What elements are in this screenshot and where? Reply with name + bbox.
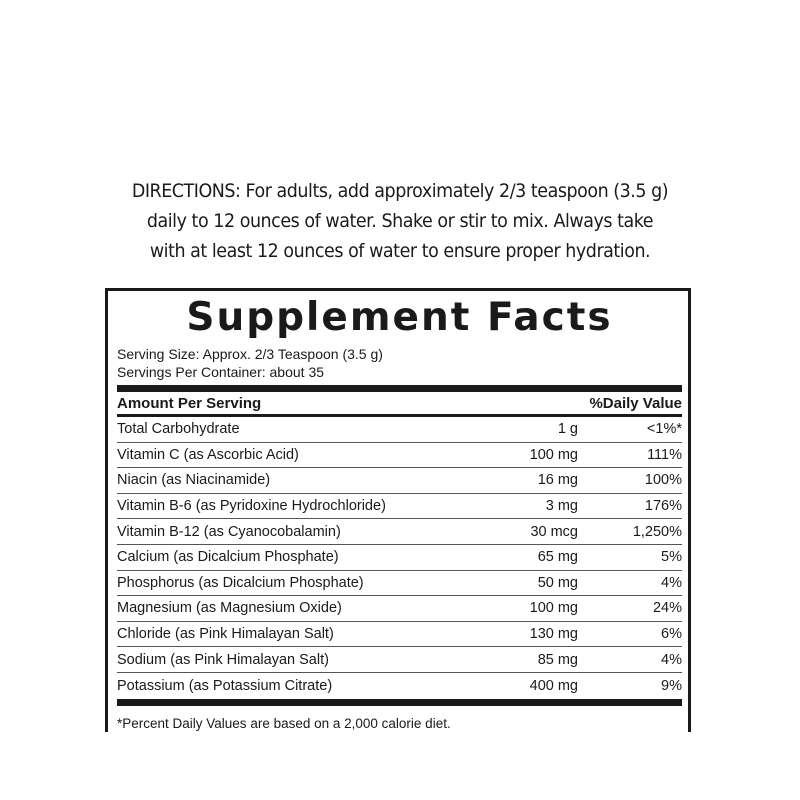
- table-row: [117, 519, 682, 545]
- nutrient-name: Vitamin C (as Ascorbic Acid): [117, 446, 299, 463]
- nutrient-dv: 4%: [661, 651, 682, 668]
- nutrient-amount: 1 g: [557, 421, 578, 438]
- nutrient-amount: 50 mg: [537, 574, 578, 591]
- supplement-facts-panel: [105, 288, 691, 732]
- directions-text: [87, 176, 713, 266]
- nutrient-dv: 111%: [647, 446, 682, 463]
- directions-line: with at least 12 ounces of water to ensure proper hydration.: [149, 240, 651, 262]
- nutrient-amount: 16 mg: [537, 472, 578, 489]
- nutrient-dv: 24%: [652, 600, 682, 617]
- nutrient-amount: 85 mg: [537, 651, 578, 668]
- nutrient-dv: 176%: [644, 498, 682, 515]
- nutrient-dv: 9%: [661, 677, 682, 694]
- table-row: [117, 468, 682, 494]
- nutrient-amount: 3 mg: [545, 498, 578, 515]
- nutrient-dv: 1,250%: [632, 523, 682, 540]
- nutrient-dv: 5%: [661, 549, 682, 566]
- nutrient-name: Chloride (as Pink Himalayan Salt): [117, 626, 334, 643]
- footnote: *Percent Daily Values are based on a 2,000 calorie diet.: [117, 715, 451, 731]
- thick-divider: [117, 385, 682, 392]
- nutrient-dv: <1%*: [646, 421, 682, 438]
- nutrient-name: Vitamin B-6 (as Pyridoxine Hydrochloride): [117, 498, 386, 515]
- nutrient-name: Total Carbohydrate: [117, 421, 240, 438]
- nutrient-name: Potassium (as Potassium Citrate): [117, 677, 333, 694]
- table-row: [117, 545, 682, 571]
- nutrient-dv: 4%: [661, 574, 682, 591]
- panel-title: Supplement Facts: [186, 295, 613, 340]
- table-header: [117, 392, 682, 417]
- nutrient-dv: 6%: [661, 626, 682, 643]
- nutrient-name: Niacin (as Niacinamide): [117, 472, 271, 489]
- nutrient-rows: [117, 417, 682, 699]
- nutrient-name: Magnesium (as Magnesium Oxide): [117, 600, 342, 617]
- table-row: [117, 622, 682, 648]
- nutrient-amount: 30 mcg: [530, 523, 578, 540]
- nutrient-dv: 100%: [644, 472, 682, 489]
- directions-line: DIRECTIONS: For adults, add approximately 2/3 teaspoon (3.5 g): [131, 180, 669, 202]
- serving-size: Serving Size: Approx. 2/3 Teaspoon (3.5 g): [117, 346, 383, 362]
- table-row: [117, 596, 682, 622]
- table-row: [117, 571, 682, 597]
- nutrient-amount: 400 mg: [529, 677, 578, 694]
- table-row: [117, 417, 682, 443]
- table-row: [117, 443, 682, 469]
- nutrient-amount: 100 mg: [529, 600, 578, 617]
- nutrient-name: Calcium (as Dicalcium Phosphate): [117, 549, 339, 566]
- nutrient-amount: 130 mg: [529, 626, 578, 643]
- bottom-thick-divider: [117, 699, 682, 706]
- header-daily-value: %Daily Value: [589, 394, 682, 412]
- table-row: [117, 647, 682, 673]
- nutrient-name: Phosphorus (as Dicalcium Phosphate): [117, 574, 364, 591]
- servings-per-container: Servings Per Container: about 35: [117, 364, 325, 380]
- nutrient-amount: 65 mg: [537, 549, 578, 566]
- nutrient-name: Sodium (as Pink Himalayan Salt): [117, 651, 329, 668]
- directions-line: daily to 12 ounces of water. Shake or stir to mix. Always take: [146, 210, 654, 232]
- table-row: [117, 673, 682, 699]
- table-row: [117, 494, 682, 520]
- serving-info: [117, 345, 682, 381]
- nutrient-name: Vitamin B-12 (as Cyanocobalamin): [117, 523, 341, 540]
- nutrient-amount: 100 mg: [529, 446, 578, 463]
- header-amount-per-serving: Amount Per Serving: [117, 394, 262, 412]
